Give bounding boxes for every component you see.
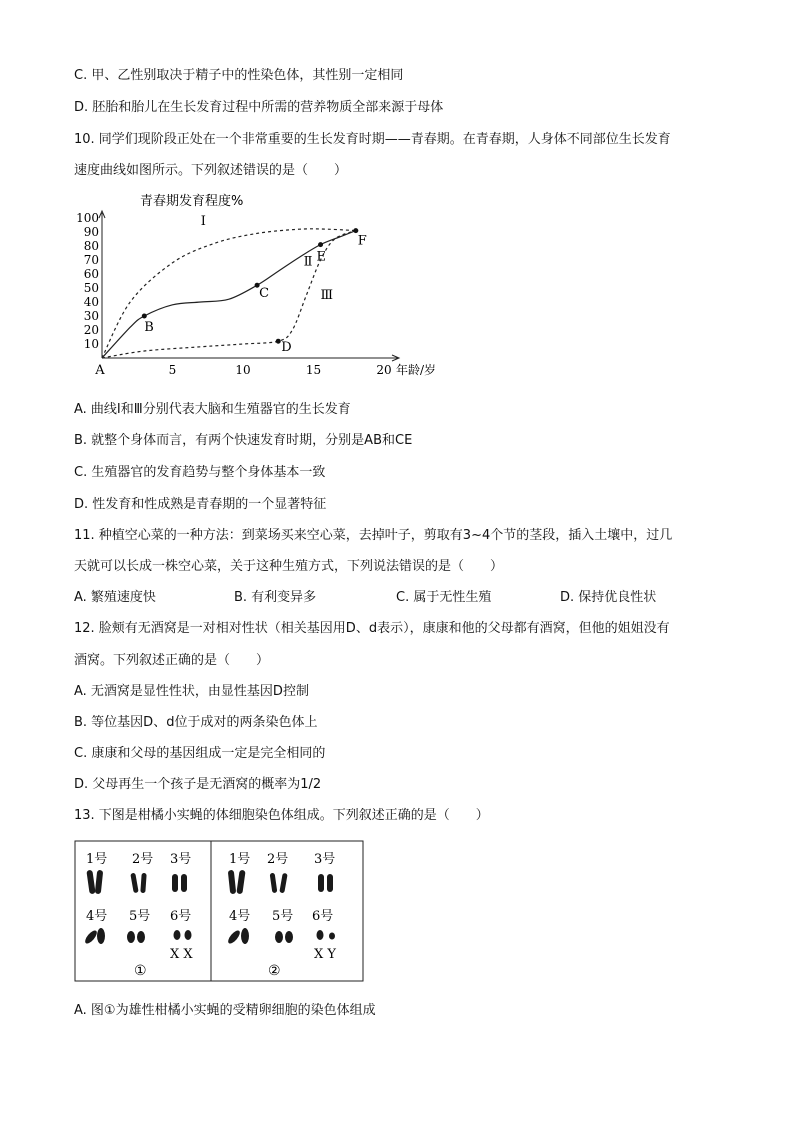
chart-title: 青春期发育程度% xyxy=(140,194,244,209)
point-e xyxy=(318,242,323,247)
y-tick-label: 20 xyxy=(83,323,99,337)
q11-stem-line2: 天就可以长成一株空心菜，关于这种生殖方式，下列说法错误的是（ ） xyxy=(74,559,504,574)
y-tick-label: 60 xyxy=(83,267,99,281)
point-label-c: C xyxy=(259,286,270,302)
q12-stem-line2: 酒窝。下列叙述正确的是（ ） xyxy=(74,653,270,668)
curve-label: Ⅱ xyxy=(303,254,313,270)
q10-stem-line2: 速度曲线如图所示。下列叙述错误的是（ ） xyxy=(74,163,348,178)
q11-option-a: A. 繁殖速度快 xyxy=(74,590,156,605)
q10-option-c: C. 生殖器官的发育趋势与整个身体基本一致 xyxy=(74,465,326,480)
chromosome-pair-4 xyxy=(226,928,249,945)
x-tick-label: 15 xyxy=(305,363,322,377)
y-tick-label: 40 xyxy=(83,295,99,309)
y-tick-label: 90 xyxy=(83,225,99,239)
panel-1-label-4: 4号 xyxy=(86,909,108,924)
panel-2-label-1: 1号 xyxy=(229,852,251,867)
y-tick-label: 80 xyxy=(83,239,99,253)
chromosome-figure xyxy=(74,840,366,985)
q11-option-d: D. 保持优良性状 xyxy=(560,590,657,605)
point-label-f: F xyxy=(357,233,367,249)
chromosome-pair-1 xyxy=(86,870,103,895)
point-f xyxy=(353,228,358,233)
panel-2-label-4: 4号 xyxy=(229,909,251,924)
chromosome-pair-3 xyxy=(318,874,333,892)
q9-option-c: C. 甲、乙性别取决于精子中的性染色体，其性别一定相同 xyxy=(74,68,404,83)
curve-label: Ⅲ xyxy=(320,288,334,304)
q10-option-a: A. 曲线Ⅰ和Ⅲ分别代表大脑和生殖器官的生长发育 xyxy=(74,402,351,417)
panel-2 xyxy=(226,852,336,979)
panel-2-label-2: 2号 xyxy=(267,852,289,867)
panel-1-label-6: 6号 xyxy=(170,909,192,924)
chromosome-pair-1 xyxy=(228,870,246,895)
x-tick-label: 5 xyxy=(168,363,177,377)
chromosome-pair-6 xyxy=(174,930,192,940)
chromosome-pair-2 xyxy=(270,873,288,894)
q11-option-b: B. 有利变异多 xyxy=(234,590,317,605)
panel-1-label-5: 5号 xyxy=(129,909,151,924)
y-tick-label: 10 xyxy=(83,337,99,351)
chromosome-pair-5 xyxy=(127,931,145,943)
point-label-e: E xyxy=(316,249,327,265)
y-tick-label: 100 xyxy=(76,211,99,225)
chromosome-pair-6 xyxy=(317,930,336,940)
q9-option-d: D. 胚胎和胎儿在生长发育过程中所需的营养物质全部来源于母体 xyxy=(74,100,444,115)
x-tick-label: 20 xyxy=(376,363,392,377)
point-d xyxy=(276,339,281,344)
y-tick-label: 70 xyxy=(83,253,99,267)
x-axis-label: 年龄/岁 xyxy=(396,363,437,377)
q12-option-b: B. 等位基因D、d位于成对的两条染色体上 xyxy=(74,715,318,730)
panel-1-label-3: 3号 xyxy=(170,852,192,867)
q12-option-d: D. 父母再生一个孩子是无酒窝的概率为1/2 xyxy=(74,777,322,792)
panel-2-label: ② xyxy=(268,963,281,979)
chromosome-pair-2 xyxy=(130,873,146,894)
q10-option-b: B. 就整个身体而言，有两个快速发育时期，分别是AB和CE xyxy=(74,433,413,448)
q10-stem-line1: 10. 同学们现阶段正处在一个非常重要的生长发育时期——青春期。在青春期，人身体不同部位生长发育 xyxy=(74,132,671,147)
q13-option-a: A. 图①为雄性柑橘小实蝇的受精卵细胞的染色体组成 xyxy=(74,1003,376,1018)
point-label-d: D xyxy=(281,340,292,356)
x-tick-label: 10 xyxy=(235,363,251,377)
q11-option-c: C. 属于无性生殖 xyxy=(396,590,492,605)
panel-1-label-1: 1号 xyxy=(86,852,108,867)
panel-2-label-5: 5号 xyxy=(272,909,294,924)
chromosome-pair-4 xyxy=(83,928,105,945)
point-label-b: B xyxy=(144,320,154,335)
origin-label: A xyxy=(95,363,105,378)
growth-chart xyxy=(70,185,440,385)
panel-1-label: ① xyxy=(134,963,147,979)
curve-i xyxy=(102,229,356,358)
chromosome-pair-3 xyxy=(172,874,187,892)
panel-1-sex-chromosomes: X X xyxy=(170,947,193,962)
panel-2-sex-chromosomes: X Y xyxy=(314,947,336,962)
point-b xyxy=(142,314,147,319)
y-tick-label: 50 xyxy=(83,281,99,295)
y-tick-label: 30 xyxy=(83,309,99,323)
q12-option-c: C. 康康和父母的基因组成一定是完全相同的 xyxy=(74,746,326,761)
q12-stem-line1: 12. 脸颊有无酒窝是一对相对性状（相关基因用D、d表示），康康和他的父母都有酒窝，但他的姐姐没有 xyxy=(74,621,670,636)
q12-option-a: A. 无酒窝是显性性状，由显性基因D控制 xyxy=(74,684,309,699)
panel-2-label-3: 3号 xyxy=(314,852,336,867)
chromosome-pair-5 xyxy=(275,931,293,943)
q11-stem-line1: 11. 种植空心菜的一种方法：到菜场买来空心菜，去掉叶子，剪取有3~4个节的茎段，插入土壤中，过几 xyxy=(74,528,673,543)
panel-1 xyxy=(83,852,193,979)
q10-option-d: D. 性发育和性成熟是青春期的一个显著特征 xyxy=(74,497,327,512)
curve-label: Ⅰ xyxy=(200,214,206,229)
panel-1-label-2: 2号 xyxy=(132,852,154,867)
panel-2-label-6: 6号 xyxy=(312,909,334,924)
q13-stem: 13. 下图是柑橘小实蝇的体细胞染色体组成。下列叙述正确的是（ ） xyxy=(74,808,489,823)
